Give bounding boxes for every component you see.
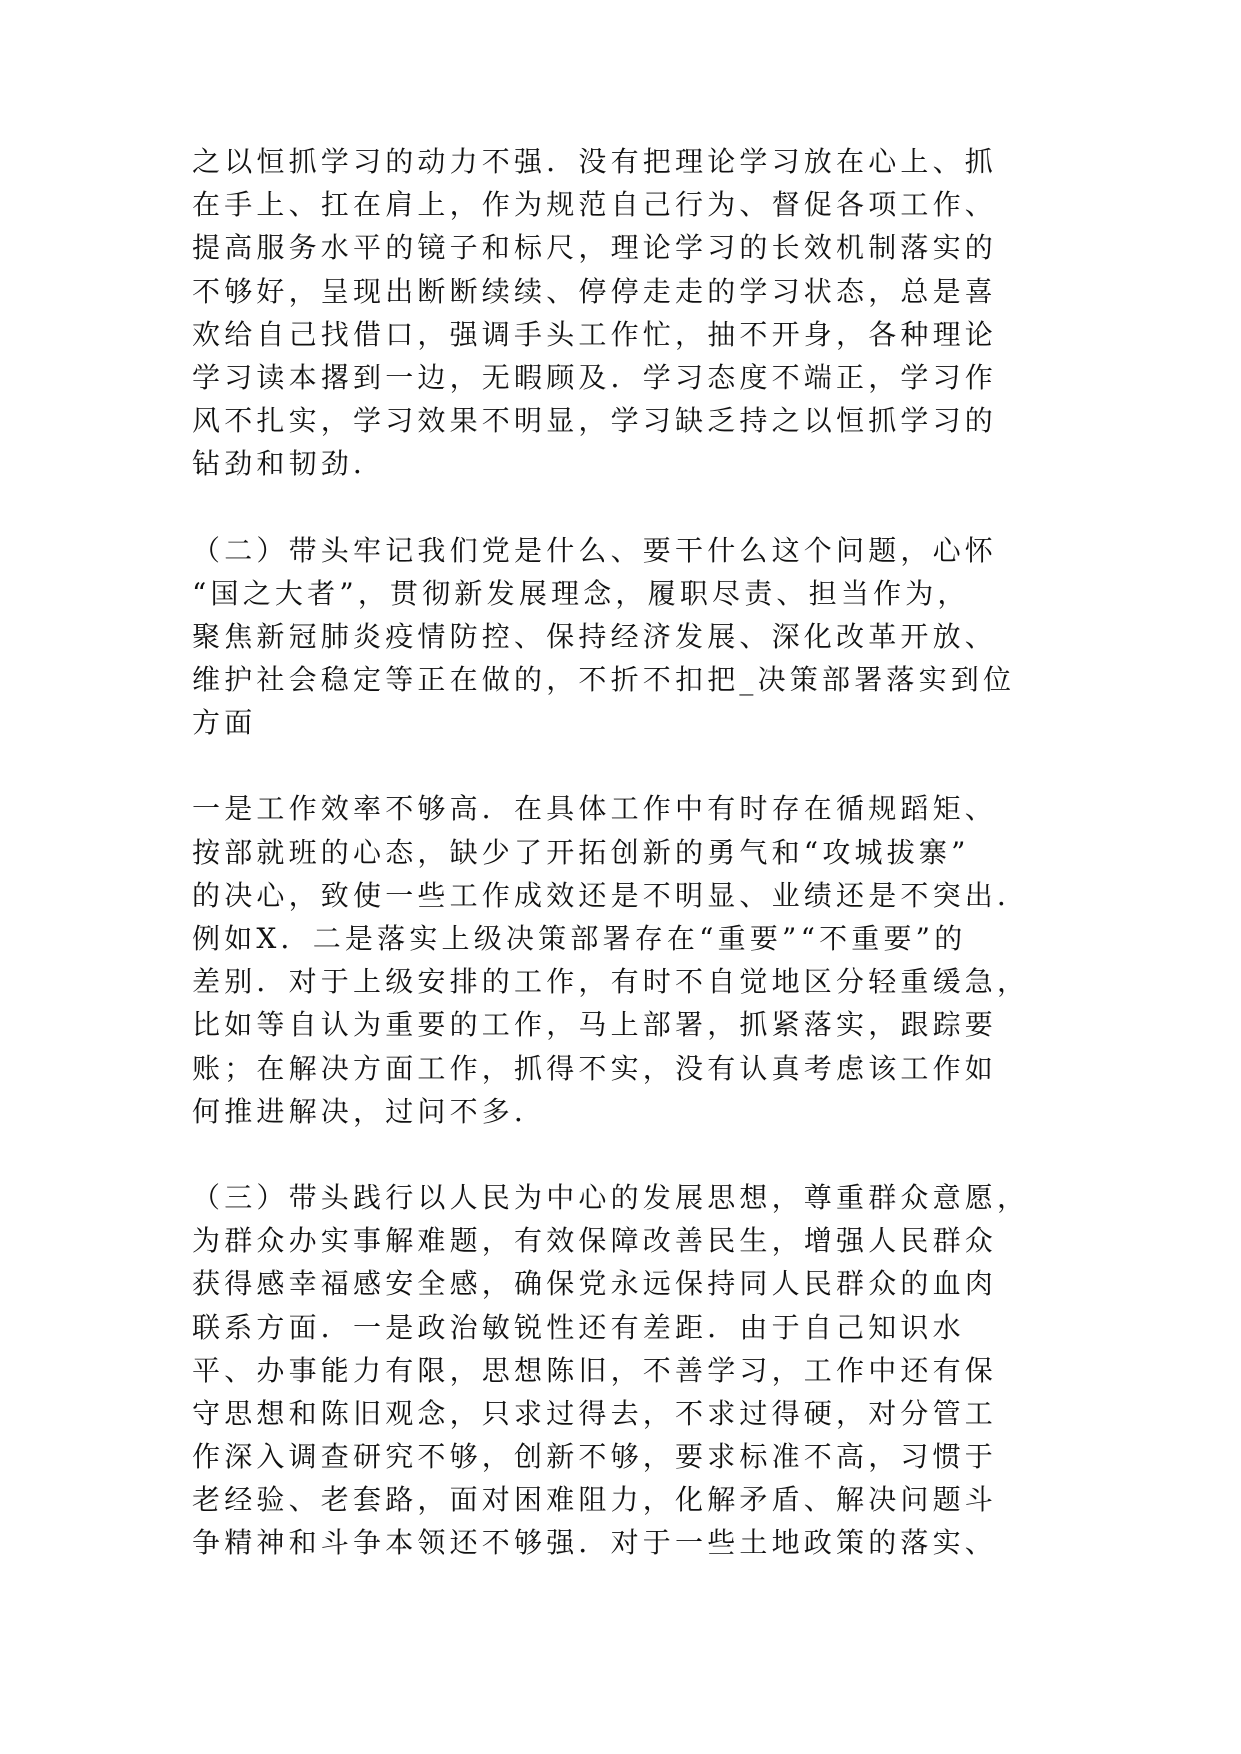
text-line: （三）带头践行以人民为中心的发展思想，尊重群众意愿， (192, 1180, 1030, 1214)
paragraph (192, 529, 1072, 745)
text-line: 风不扎实，学习效果不明显，学习缺乏持之以恒抓学习的 (192, 404, 998, 438)
document-body (192, 140, 1072, 1608)
text-line: 老经验、老套路，面对困难阻力，化解矛盾、解决问题斗 (192, 1483, 998, 1517)
text-line: 一是工作效率不够高．在具体工作中有时存在循规蹈矩、 (192, 792, 998, 826)
text-line: 守思想和陈旧观念，只求过得去，不求过得硬，对分管工 (192, 1396, 998, 1430)
text-line: 的决心，致使一些工作成效还是不明显、业绩还是不突出． (192, 878, 1030, 912)
text-line: 聚焦新冠肺炎疫情防控、保持经济发展、深化改革开放、 (192, 619, 998, 653)
text-line: 维护社会稳定等正在做的，不折不扣把_决策部署落实到位 (192, 663, 1016, 697)
text-line: 争精神和斗争本领还不够强．对于一些土地政策的落实、 (192, 1526, 998, 1560)
text-line: 差别．对于上级安排的工作，有时不自觉地区分轻重缓急， (192, 965, 1030, 999)
text-line: 不够好，呈现出断断续续、停停走走的学习状态，总是喜 (192, 274, 998, 308)
text-line: 获得感幸福感安全感，确保党永远保持同人民群众的血肉 (192, 1267, 998, 1301)
text-line: 方面 (192, 706, 257, 740)
text-line: 学习读本撂到一边，无暇顾及．学习态度不端正，学习作 (192, 360, 998, 394)
text-line: 提高服务水平的镜子和标尺，理论学习的长效机制落实的 (192, 231, 998, 265)
text-line: 比如等自认为重要的工作，马上部署，抓紧落实，跟踪要 (192, 1008, 998, 1042)
text-line: 钻劲和韧劲． (192, 447, 386, 481)
text-line: “国之大者”，贯彻新发展理念，履职尽责、担当作为， (192, 576, 970, 610)
text-line: （二）带头牢记我们党是什么、要干什么这个问题，心怀 (192, 533, 998, 567)
text-line: 例如X．二是落实上级决策部署存在“重要”“不重要”的 (192, 922, 967, 955)
text-line: 平、办事能力有限，思想陈旧，不善学习，工作中还有保 (192, 1353, 998, 1387)
text-line: 在手上、扛在肩上，作为规范自己行为、督促各项工作、 (192, 188, 998, 222)
text-line: 账；在解决方面工作，抓得不实，没有认真考虑该工作如 (192, 1051, 998, 1085)
text-line: 联系方面．一是政治敏锐性还有差距．由于自己知识水 (192, 1310, 965, 1344)
text-line: 按部就班的心态，缺少了开拓创新的勇气和“攻城拔寨” (192, 835, 970, 869)
text-line: 欢给自己找借口，强调手头工作忙，抽不开身，各种理论 (192, 317, 998, 351)
paragraph (192, 1176, 1072, 1565)
text-line: 为群众办实事解难题，有效保障改善民生，增强人民群众 (192, 1224, 998, 1258)
text-line: 之以恒抓学习的动力不强．没有把理论学习放在心上、抓 (192, 145, 998, 178)
text-line: 何推进解决，过问不多． (192, 1094, 547, 1128)
paragraph (192, 787, 1072, 1133)
paragraph (192, 140, 1072, 486)
text-line: 作深入调查研究不够，创新不够，要求标准不高，习惯于 (192, 1440, 998, 1474)
